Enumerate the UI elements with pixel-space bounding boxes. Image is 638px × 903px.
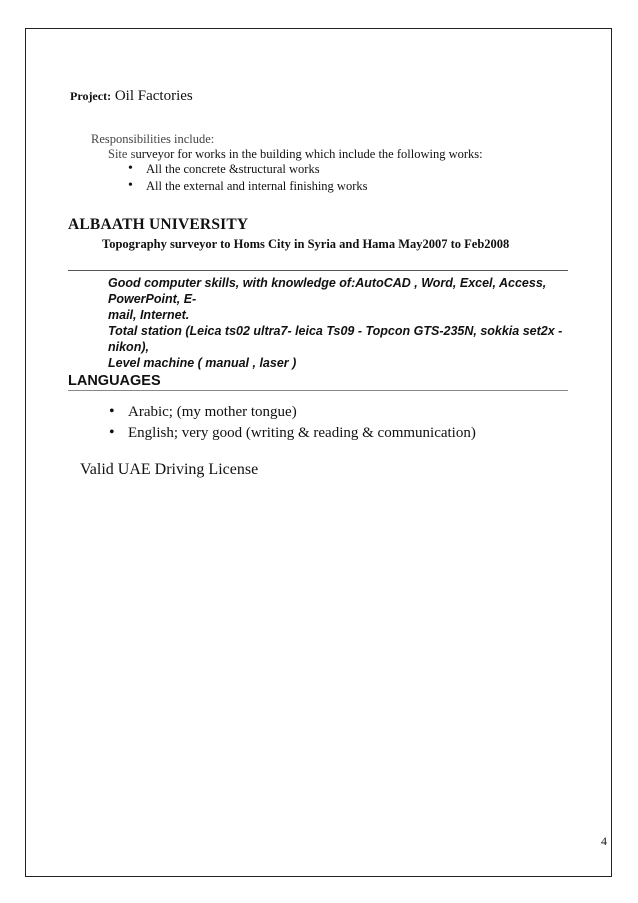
skills-block <box>108 275 598 371</box>
languages-divider <box>68 390 568 391</box>
institution-name: ALBAATH UNIVERSITY <box>68 216 249 233</box>
institution-role: Topography surveyor to Homs City in Syria and Hama May2007 to Feb2008 <box>102 237 510 251</box>
responsibilities-intro <box>108 147 483 162</box>
responsibilities-label: Responsibilities include: <box>91 132 215 146</box>
skills-line: Level machine ( manual , laser ) <box>108 356 297 370</box>
list-item: • Arabic; (my mother tongue) <box>108 404 476 425</box>
skills-line: Total station (Leica ts02 ultra7- leica Ts09 - Topcon GTS-235N, sokkia set2x - nikon), <box>108 324 563 354</box>
project-name: Oil Factories <box>114 88 193 104</box>
driving-license: Valid UAE Driving License <box>80 461 259 478</box>
skills-line: mail, Internet. <box>108 308 190 322</box>
languages-heading: LANGUAGES <box>68 373 161 389</box>
skills-line: Good computer skills, with knowledge of:AutoCAD , Word, Excel, Access, PowerPoint, E- <box>108 276 547 306</box>
responsibilities-intro-lead: Site s <box>108 147 136 161</box>
project-row <box>70 88 193 105</box>
list-item: • All the external and internal finishing works <box>128 179 367 196</box>
section-divider <box>68 270 568 271</box>
languages-list <box>108 404 476 446</box>
responsibilities-intro-rest: urveyor for works in the building which include the following works: <box>135 147 483 161</box>
page-number: 4 <box>601 834 607 848</box>
responsibilities-list <box>128 162 367 196</box>
project-label: Project: <box>70 89 112 103</box>
list-item: • English; very good (writing & reading & communication) <box>108 425 476 446</box>
list-item: • All the concrete &structural works <box>128 162 367 179</box>
